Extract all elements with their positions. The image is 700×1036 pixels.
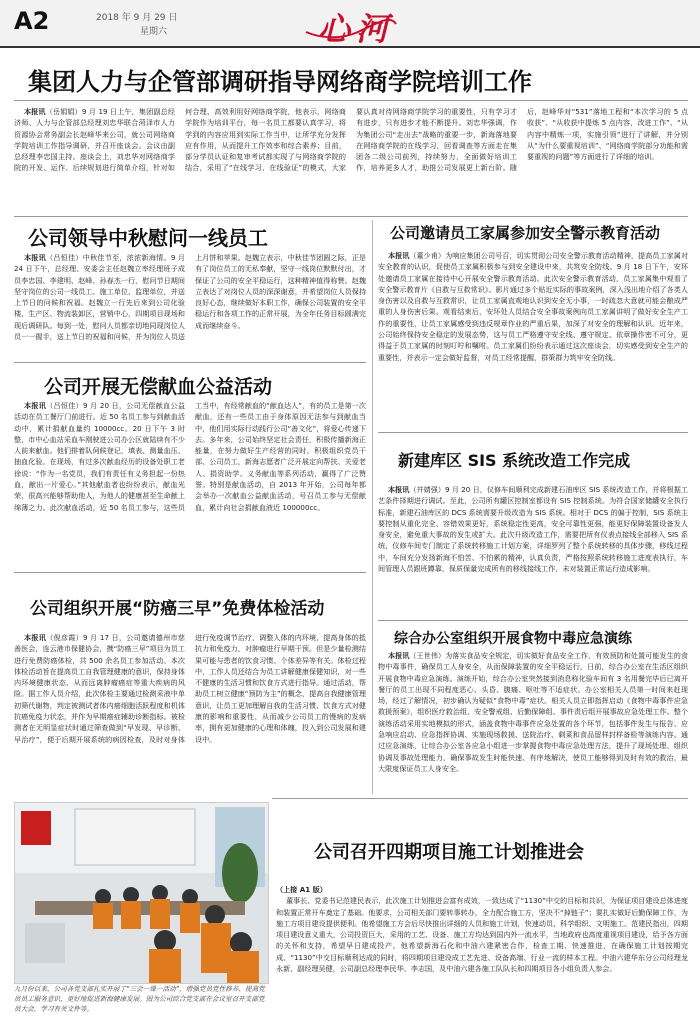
divider xyxy=(14,216,688,217)
divider xyxy=(378,620,688,621)
newspaper-title: 心河 xyxy=(318,10,395,48)
column-divider xyxy=(372,220,373,794)
article-4-text: （吕恒佳）9 月 20 日，公司无偿献血公益活动在员工餐厅门前进行。近 50 名员工参与到献血活动中，累计捐献血量约 10000cc。20 日下午 3 时整，市中心血站采血车刚驶进公司办公区就陆续有不少人前来献血。他们排着队伺候登记，填表、测量血压、抽血化验。在现场，有过多次献血经历的设备处职工老徐说：“作为一名党员，我们有责任有义务担起一份热血，献出一片爱心。”其他献血者也纷纷表示，献血光荣，很高兴能够帮助他人，为他人的健康甚至生命献上绵薄之力。此次献血活动，近 50 名员工参与，这些员工当中，有经常献血的“献血达人”，有的员工是第一次献血，还有一些员工由于身体原因无法参与到献血当中，他们用实际行动践行公司“善文化”，将爱心传递下去。多年来，公司始终坚定社会责任，积极传播新海正能量，在努力做好生产经营的同时，积极组织党员干部、公司员工，新海志愿者广泛开展定向帮扶、关爱老人、捐资助学、义务献血等系列活动，赢得了广泛赞誉。特别是献血活动，自 2013 年开始，公司每年都会举办一次献血公益献血活动，号召员工参与无偿献血，累计向社会捐献血液近 100000cc。 xyxy=(14,401,366,512)
article-6-text: （倪彦霞）9 月 17 日，公司邀请德州市慈善医会，连云港市保健协会，携“防癌三早”项目为员工进行免费防癌体检，共 500 余名员工参加活动。本次体检活动旨在提高员工自我管理健康的意识，保持身体内环境健康状态，从而远离肿瘤癌症等重大疾病的风险。据工作人员介绍，此次体检主要通过检测采液中单初筛代谢物，判定被测试者体内癌细胞活跃程度和机体抗癌免疫力状态，并作为早期癌症辅助诊断指标。被检测者在无明显症状时通过筛查做到“早发现、早诊断、早治疗”，便于后期开展系统的病因检查，及时对身体进行免疫调节治疗，调整人体的内环境，提高身体的抵抗力和免疫力，对肿瘤进行早期干预。但是少量检测结果可能与患者的饮食习惯、个体差异等有关。体检过程中，工作人员还结合为员工讲解健康保健知识，对一些不健康的生活习惯和饮食方式进行指导。通过活动，帮助员工树立健康“预防为主”的概念，提高自我健康管理意识，让员工更加理解自我的生活习惯、饮食方式对健康的影响和重要性，从而减少公司员工的慢病的发病率，拥有更加健康的心理和体魄，投入到公司发展和建设中。 xyxy=(14,633,366,744)
article-1-headline: 集团人力与企管部调研指导网络商学院培训工作 xyxy=(28,68,532,96)
article-4-body xyxy=(14,400,366,568)
article-8-byline: （上接 A1 版） xyxy=(276,885,327,894)
article-3-body xyxy=(378,250,688,426)
page-number: A2 xyxy=(14,7,50,35)
divider xyxy=(272,798,688,799)
article-4-headline: 公司开展无偿献血公益活动 xyxy=(44,376,273,398)
issue-weekday: 星期六 xyxy=(140,27,168,37)
meeting-photo xyxy=(14,802,269,984)
meeting-room-image-icon xyxy=(15,803,268,983)
divider xyxy=(14,572,366,573)
issue-date: 2018 年 9 月 29 日 xyxy=(96,13,178,23)
article-7-text: （王世伟）为落实食品安全规定，切实做好食品安全工作，有效预防和处置可能发生的食物中毒事件，确保员工人身安全，从而保障装置的安全平稳运行，日前，综合办公室在生活区组织开展食物中毒应急演练。演练开始，综合办公室突然接到消息称化验车间有 3 名用餐完毕后已离开餐厅的员工出现不同程度恶心、头昏、腹痛、呕吐等不适症状。办公室相关人员第一时间来赶现场，经过了解情况，初步确认为疑似“食物中毒”症状。相关人员立即指挥启动《食物中毒事件应急救援预案》，组织医疗救治组、安全警戒组、后勤保障组、事件责后组开展事故应急处理工作。整个演练活动采用实地模拟的形式，涵盖食物中毒事件应急处置的各个环节，包括事件发生与报告、应急响应启动、应急指挥协调、实施现场救援、送院治疗、剩菜和食品留样封样备检等演练内容。通过应急演练，让综合办公室各应急小组进一步掌握食物中毒应急处理方法，提升了现场处理、组织协调及事故处理能力，确保事故发生时能快速、有序地解决，使员工能够得到及时有效的救治，最大限度保证员工人身安全。 xyxy=(378,651,688,773)
article-8-text: 董事长、党委书记范建民表示，此次施工计划推进会富有成效，一致达成了“1130”中交的目标和共识，为保证项目建设总体进度和装置正常开车奠定了基础。他要求，公司相关部门要转事转办，全力配合施工方，坚决不“掉链子”；要扎实做好后勤保障工作，为施工方项目建设提供便利。他希望施工方会后尽快推出详细的人员和施工计划，快速动员、科学组织、文明施工。范建民指出，四期项目建设意义重大，公司投资巨大，采用的工艺、设备、施工方均达到国内外一流水平，当地政府也高度重视项目建设，给予各方面的关怀和支持，希望早日建成投产。他希望新海石化和中油六建紧密合作，检查工期、快速推进，在确保施工计划按期完成、“1130”中交目标顺利达成的同时，将四期项目建设成工艺先进、设备高端、行业一流的样本工程。中油六建华东分公司经理龙永新、副经理吴健，公司副总经理李民华、李志国，及中油六建各施工队队长和四期项目各小组负责人参会。 xyxy=(276,896,688,974)
article-5-body xyxy=(378,484,688,616)
article-3-text: （董少甫）为响应集团公司号召，切实贯彻公司安全警示教育活动精神，提高员工家属对安全教育的认识，促使员工家属积极参与到安全建设中来，共筑安全防线。9 月 18 日下午，安环处邀请员工家属在接待中心开展安全警示教育活动。此次安全警示教育活动，员工家属集中观看了安全警示教育片《自救与互救常识》。影片通过多个贴近实际的事故案例，深入浅出地介绍了各类人身伤害以及自救与互救常识，让员工家属直观地认识到安全无小事，一时疏忽大意就可能会酿成严重的人身伤害后果。观看结束后，安环处人员结合安全事故案例向员工家属讲明了做好安全生产工作的重要性，让员工家属感受到违反规章作业的严重后果，加深了对安全的理解和认识。近年来，公司始终保持安全稳定的发展态势，这与员工严格遵守安全线、遵守规定、依章操作密不可分，更得益于员工家属的时刻叮咛和嘱咐。员工家属们纷纷表示通过这次座谈会，切实感受到安全生产的重要性，并表示一定会做好监督，对员工经常提醒，群策群力筑牢安全防线。 xyxy=(378,251,688,362)
article-7-byline: 本报讯 xyxy=(387,651,410,660)
article-5-text: （井婧强）9 月 20 日，仪修车间顺利完成新建石油库区 SIS 系统改造工作，并将根据工艺条件择期进行调试。至此，公司所有罐区控制室都设有 SIS 控制系统。为符合国家储罐安全执行标准，新建石油库区的 DCS 系统需要升级改造为 SIS 系统。相对于 DCS 的偏于控制，SIS 系统主要控制从重化完全、容错效果更好，系统稳定性更高，安全可靠性更强，能更好保障装置设备发人身安全，避免重大事故的发生或扩大。此次升级改造工作，需要把所有仪表点接线全部移入 SIS 系统，仪修车间专门制定了系统转移施工计划方案，详细罗列了整个系统转移的具体步骤，移线过程中，车间充分发扬新海不怕苦、不怕累的精神，认真负责，严格按照系统转移施工进度表执行，车间管理人员跟班蹲靠，保质保量完成所有的移线接线工作，未对装置正常运行造成影响。 xyxy=(378,485,688,574)
article-1-body xyxy=(14,106,688,214)
article-2-body xyxy=(14,252,366,358)
divider xyxy=(14,100,688,101)
article-8-headline: 公司召开四期项目施工计划推进会 xyxy=(314,842,584,863)
article-6-headline: 公司组织开展“防癌三早”免费体检活动 xyxy=(30,599,325,619)
divider xyxy=(14,362,366,363)
article-2-headline: 公司领导中秋慰问一线员工 xyxy=(28,226,268,250)
article-3-headline: 公司邀请员工家属参加安全警示教育活动 xyxy=(390,224,661,242)
article-4-byline: 本报讯 xyxy=(23,401,47,410)
article-2-byline: 本报讯 xyxy=(23,253,46,262)
article-6-byline: 本报讯 xyxy=(23,633,47,642)
article-1-byline: 本报讯 xyxy=(23,107,46,116)
article-5-byline: 本报讯 xyxy=(387,485,410,494)
article-8-body xyxy=(276,884,688,1030)
article-2-text: （吕恒佳）中秋佳节至，浓浓新海情。9 月 24 日下午，总经理、安委会主任赵魏立率经理班子成员李忠国、李建明、赵峰、孙春杰一行，慰问节日期间坚守岗位的公司一线员工、施工单位、监理单位，并送上节日的问候和祝福。赵魏立一行先后来到公司化验楼、生产区、物流装卸区，营销中心，四期项目现场和现后调研队。每到一处，慰问人员都亲切地同现岗位人员一一握手，送上节日的祝福和问候，并为岗位人员送上月饼和苹果。赵魏立表示，中秋佳节团圆之际，正是有了岗位员工的无私奉献，坚守一线岗位默默付出，才保证了公司的安全平稳运行，这种精神值得称赞。赵魏立表达了对岗位人员的深深谢意，并希望岗位人员保持良好心态，继续做好本职工作，确保公司装置的安全平稳运行和各项工作的正常开展，为全年任务目标圆满完成而继续奋斗。 xyxy=(14,253,366,342)
article-3-byline: 本报讯 xyxy=(387,251,410,260)
divider xyxy=(378,432,688,433)
photo-caption: 九月份以来，公司各党支部扎实开展了“三会一课一活动”，增强党员党性修养、提高党员员工服务意识，更好地促进新海健康发展。图为公司综合党支部在会议室召开支部党员大会，学习有关文件等。 xyxy=(14,985,265,1013)
article-1-text: （岳娟娟）9 月 19 日上午，集团副总经济师、人力与企管部总经理刘忠华联合菏泽市人力资源协会常务副会长赵峰华来公司，就公司网络商学院培训工作指导调研，并召开座谈会。会议由副总经理李忠国主持。座谈会上，刘忠华对网络商学院的开发、运作、后续规划进行简单介绍，针对如何合理、高效利用好网络商学院，他表示，网络商学院作为培训平台，每一名员工都要认真学习，将学到的内容应用到实际工作当中，让所学充分发挥应有作用，从而提升工作效率和综合素养；目前，部分学员认证和复审考试都实现了与网络商学院的结合，采用了“在线学习、在线验证”的模式，大家要认真对待网络商学院学习的重要性，只有学习才有进步，只有进步才能不断提升。刘忠华强调，作为集团公司“走出去”战略的重要一步，新海落地要在网络商学院的在线学习，回看调查等方面走在集团各二级公司前列，持续努力，全面做好培训工作，培养更多人才，助推公司发展更上新台阶。随后，赵峰华对“531”落地工程和“本次学习的 5 点收获”、“从收获中提炼 5 点内容，改进工作”、“从内容中精炼一项，实施引领”进行了讲解，并分别从“为什么要重视培训”、“网络商学院部分功能和需要重视的问题”等方面进行了详细的培训。 xyxy=(14,107,688,173)
article-6-body xyxy=(14,632,366,794)
article-7-body xyxy=(378,650,688,794)
article-7-headline: 综合办公室组织开展食物中毒应急演练 xyxy=(394,631,632,647)
article-5-headline: 新建库区 SIS 系统改造工作完成 xyxy=(398,451,631,470)
